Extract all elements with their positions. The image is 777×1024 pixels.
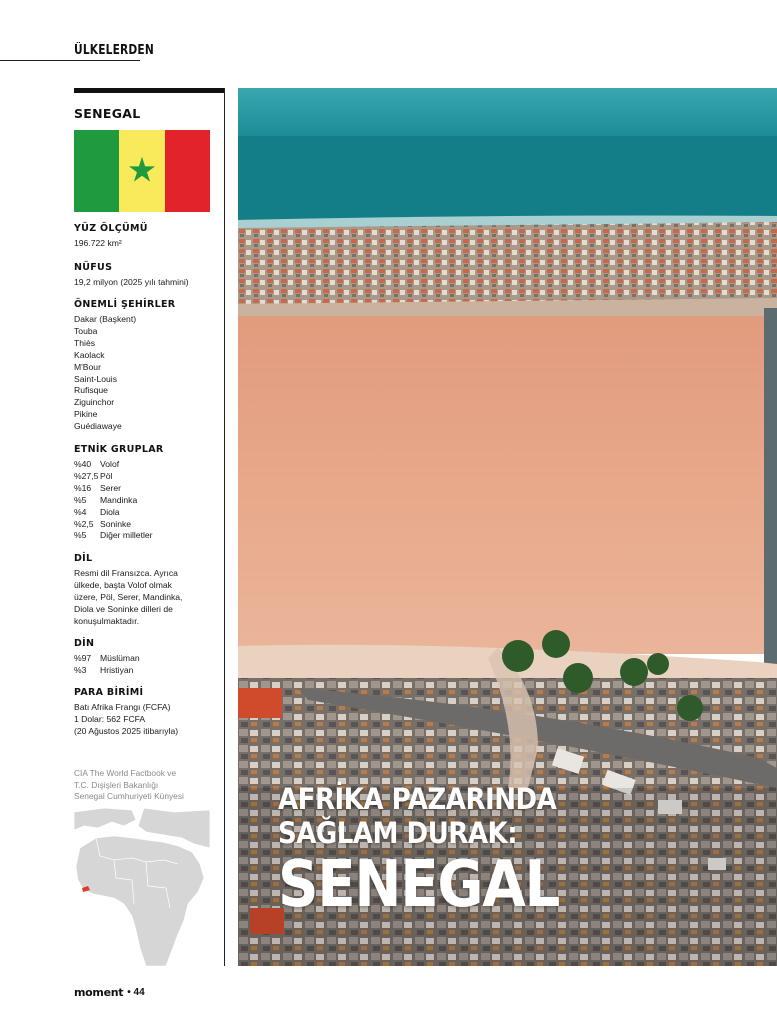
fact-area [74, 223, 222, 250]
fact-sidebar [74, 88, 225, 93]
fact-ethnic [74, 444, 222, 542]
sidebar-divider [224, 88, 225, 966]
list-item: Rufisque [74, 385, 108, 396]
flag-stripe-yellow [119, 130, 164, 212]
fact-heading: DİN [74, 638, 95, 649]
table-row: %5 Mandinka [74, 494, 138, 505]
headline-line-2: SAĞLAM DURAK: [278, 816, 518, 850]
source-line: Senegal Cumhuriyeti Künyesi [74, 791, 184, 802]
text-line: Resmi dil Fransızca. Ayrıca [74, 568, 178, 578]
fact-cities [74, 299, 222, 433]
article-headline [278, 782, 768, 922]
list-item: Touba [74, 325, 98, 336]
table-row: %5 Diğer milletler [74, 530, 153, 541]
list-item: Ziguinchor [74, 397, 115, 408]
fact-heading: YÜZ ÖLÇÜMÜ [74, 223, 148, 234]
sidebar-top-bar [74, 88, 225, 93]
section-label: ÜLKELERDEN [74, 43, 154, 58]
table-row: %16 Serer [74, 482, 122, 493]
city-list [74, 314, 222, 433]
africa-locator-map [74, 808, 210, 966]
fact-value: 196.722 km² [74, 238, 122, 248]
list-item: M'Bour [74, 361, 101, 372]
list-item: Saint-Louis [74, 373, 117, 384]
list-item: Dakar (Başkent) [74, 314, 137, 324]
fact-heading: PARA BİRİMİ [74, 687, 144, 698]
table-row: %4 Diola [74, 506, 120, 517]
fact-religion [74, 638, 222, 677]
text-line: Batı Afrika Frangı (FCFA) [74, 702, 171, 712]
fact-heading: ÖNEMLİ ŞEHİRLER [74, 299, 176, 310]
senegal-flag [74, 130, 210, 212]
table-row: %27,5 Pöl [74, 470, 113, 481]
list-item: Pikine [74, 409, 98, 420]
flag-stripe-green [74, 130, 119, 212]
page-footer [74, 986, 145, 999]
fact-heading: ETNİK GRUPLAR [74, 444, 164, 455]
fact-value: 19,2 milyon (2025 yılı tahmini) [74, 277, 189, 287]
flag-stripe-red [165, 130, 210, 212]
source-line: CIA The World Factbook ve [74, 768, 177, 778]
headline-line-3: SENEGAL [278, 848, 560, 922]
text-line: 1 Dolar: 562 FCFA [74, 713, 146, 724]
brand-logo: moment [74, 986, 124, 999]
headline-line-1: AFRİKA PAZARINDA [278, 782, 557, 816]
fact-currency [74, 687, 222, 738]
table-row: %3 Hristiyan [74, 664, 134, 675]
star-icon: ★ [126, 151, 158, 190]
fact-heading: DİL [74, 553, 93, 564]
table-row: %2,5 Soninke [74, 518, 132, 529]
table-row: %97 Müslüman [74, 653, 140, 663]
text-line: (20 Ağustos 2025 itibarıyla) [74, 725, 179, 736]
fact-language [74, 553, 222, 628]
text-line: Diola ve Soninke dilleri de [74, 603, 173, 614]
list-item: Kaolack [74, 349, 105, 360]
page-number: • 44 [127, 987, 145, 998]
list-item: Guédiawaye [74, 421, 122, 432]
fact-population [74, 262, 222, 289]
country-name: SENEGAL [74, 106, 141, 121]
fact-heading: NÜFUS [74, 262, 113, 273]
source-line: T.C. Dışişleri Bakanlığı [74, 779, 159, 790]
list-item: Thiès [74, 337, 96, 348]
text-line: konuşulmaktadır. [74, 615, 139, 626]
source-note [74, 768, 222, 803]
table-row: %40 Volof [74, 459, 120, 469]
text-line: üzere, Pöl, Serer, Mandinka, [74, 591, 183, 602]
text-line: ülkede, başta Volof olmak [74, 579, 172, 590]
section-rule [0, 60, 140, 61]
